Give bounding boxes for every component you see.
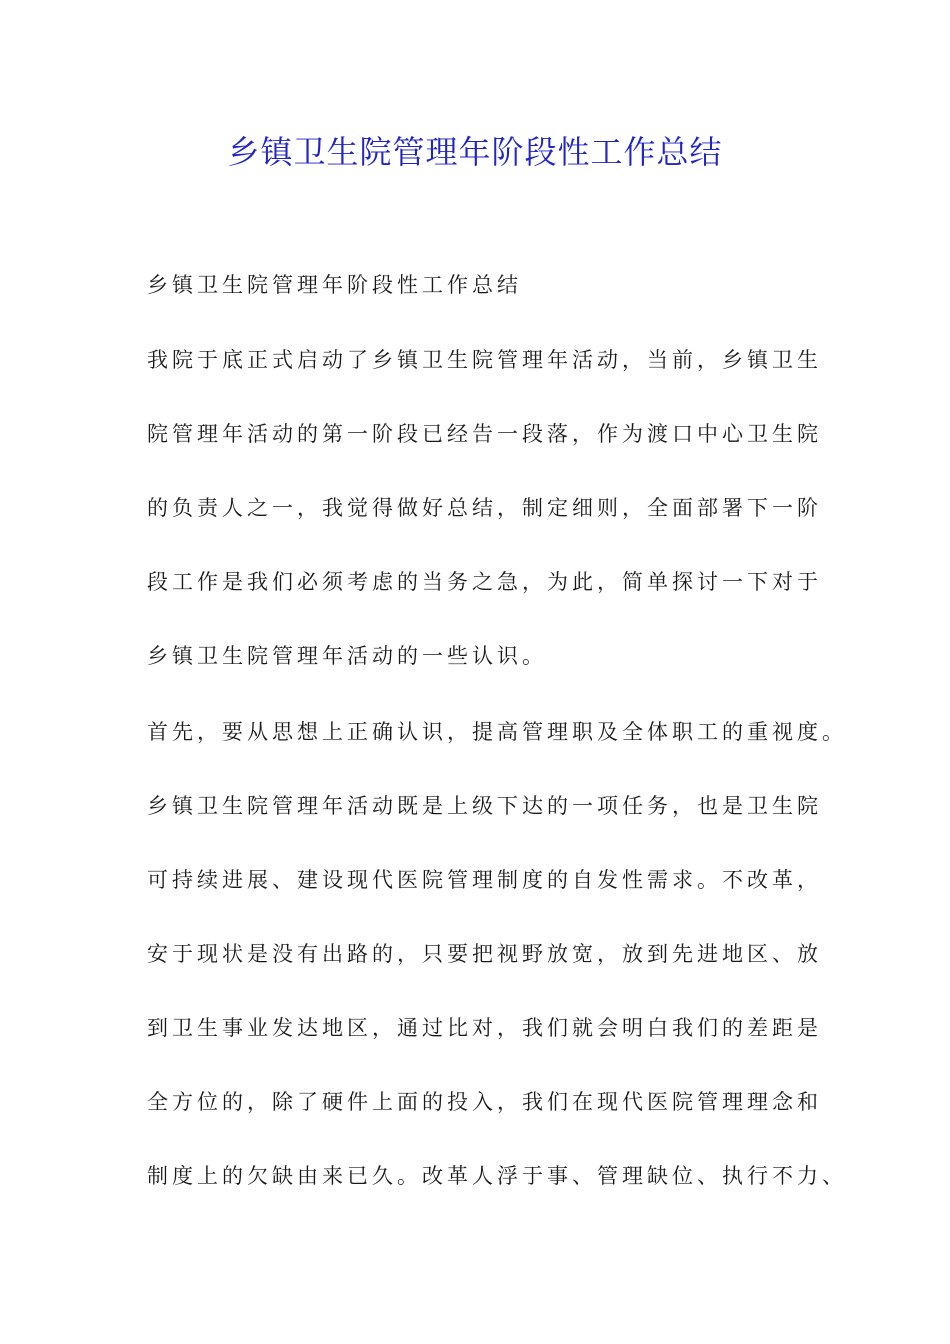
paragraph-line: 我院于底正式启动了乡镇卫生院管理年活动，当前，乡镇卫生 (147, 348, 822, 372)
document-title: 乡镇卫生院管理年阶段性工作总结 (227, 133, 723, 171)
paragraph-line: 到卫生事业发达地区，通过比对，我们就会明白我们的差距是 (147, 1016, 822, 1040)
paragraph-line: 安于现状是没有出路的，只要把视野放宽，放到先进地区、放 (147, 942, 822, 966)
paragraph-line: 可持续进展、建设现代医院管理制度的自发性需求。不改革， (147, 868, 822, 892)
paragraph-line: 的负责人之一，我觉得做好总结，制定细则，全面部署下一阶 (147, 496, 822, 520)
paragraph-line: 院管理年活动的第一阶段已经告一段落，作为渡口中心卫生院 (147, 422, 822, 446)
paragraph-line: 乡镇卫生院管理年活动既是上级下达的一项任务，也是卫生院 (147, 794, 822, 818)
paragraph-line: 制度上的欠缺由来已久。改革人浮于事、管理缺位、执行不力、 (147, 1164, 847, 1188)
paragraph-line: 段工作是我们必须考虑的当务之急，为此，简单探讨一下对于 (147, 570, 822, 594)
paragraph-line: 首先，要从思想上正确认识，提高管理职及全体职工的重视度。 (147, 720, 847, 744)
paragraph-line: 乡镇卫生院管理年活动的一些认识。 (147, 644, 547, 668)
paragraph-line: 全方位的，除了硬件上面的投入，我们在现代医院管理理念和 (147, 1090, 822, 1114)
subtitle-line: 乡镇卫生院管理年阶段性工作总结 (147, 273, 522, 297)
